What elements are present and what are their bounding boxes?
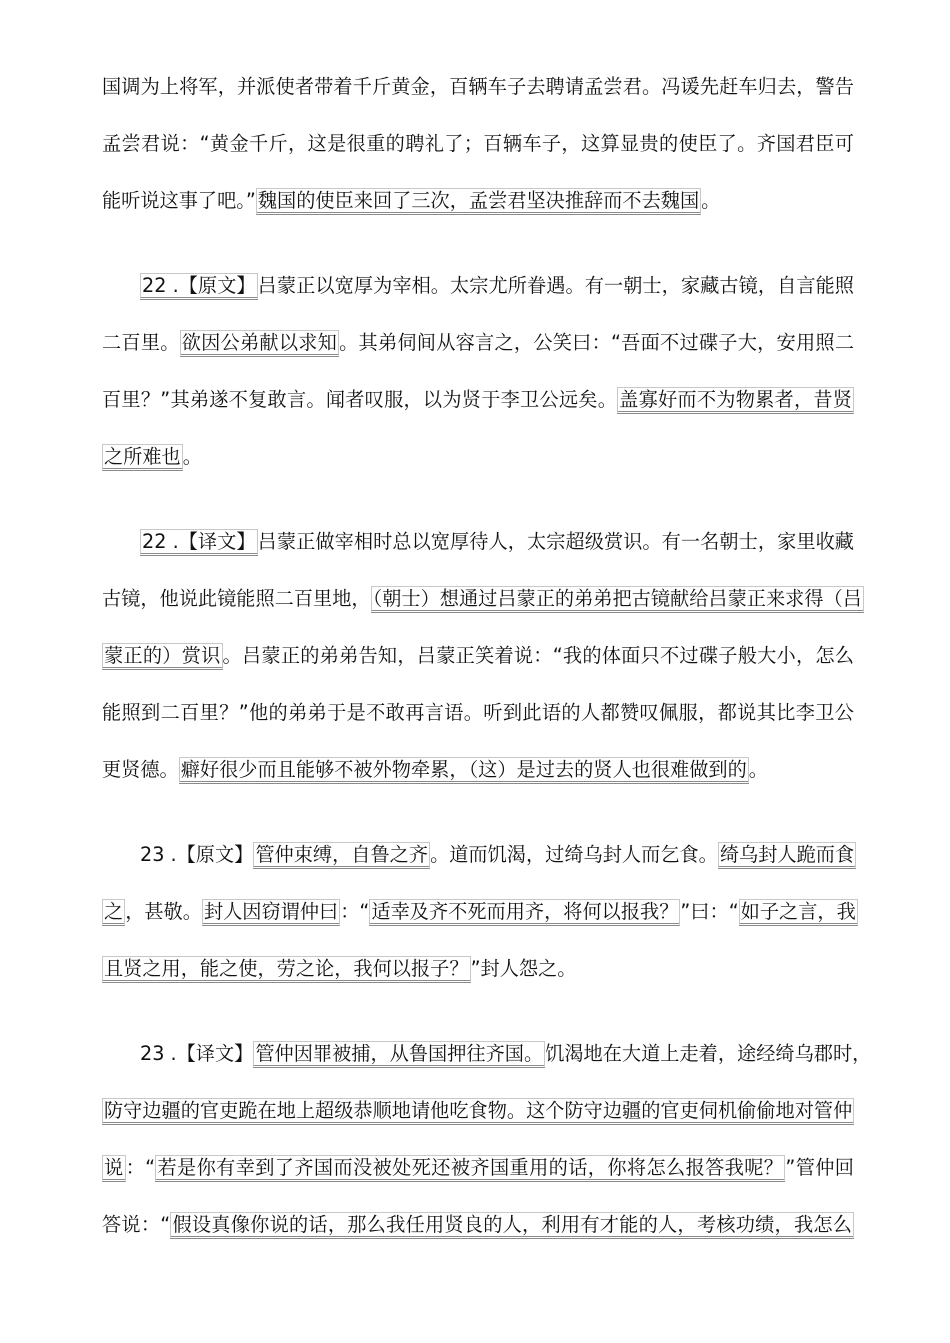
text-line [140, 840, 854, 870]
underlined-phrase: 假设真像你说的话，那么我任用贤良的人，利用有才能的人，考核功绩，我怎么 [170, 1212, 854, 1239]
text-line [102, 442, 854, 472]
text-line [140, 271, 854, 301]
text-run: 百里？”其弟遂不复敢言。闻者叹服，以为贤于李卫公远矣。 [102, 388, 618, 411]
underlined-phrase: 22 .【译文】 [140, 529, 258, 556]
underlined-phrase: 若是你有幸到了齐国而没被处死还被齐国重用的话，你将怎么报答我呢？ [155, 1155, 785, 1182]
underlined-phrase: 癖好很少而且能够不被外物牵累，（这）是过去的贤人也很难做到的 [179, 757, 749, 784]
text-run: 能听说这事了吧。” [102, 189, 256, 212]
underlined-phrase: 魏国的使臣来回了三次，孟尝君坚决推辞而不去魏国 [256, 188, 701, 215]
underlined-phrase: 管仲因罪被捕，从鲁国押往齐国。 [253, 1041, 545, 1068]
underlined-phrase: 如子之言，我 [739, 899, 858, 926]
text-line [102, 129, 854, 159]
underlined-phrase: 适幸及齐不死而用齐，将何以报我？ [369, 899, 680, 926]
text-run: ”曰：“ [680, 900, 739, 923]
underlined-phrase: 盖寡好而不为物累者，昔贤 [617, 387, 854, 414]
text-line [102, 954, 854, 984]
text-run: 。吕蒙正的弟弟告知，吕蒙正笑着说：“我的体面只不过碟子般大小，怎么 [222, 644, 854, 667]
text-run: ：“ [340, 900, 370, 923]
text-line [140, 1039, 872, 1069]
underlined-phrase: 之 [102, 899, 125, 926]
text-run: 饥渴地在大道上走着，途经绮乌郡时， [545, 1042, 872, 1065]
text-run: 吕蒙正做宰相时总以宽厚待人，太宗超级赏识。有一名朝士，家里收藏 [257, 530, 854, 553]
text-line [102, 186, 854, 216]
underlined-phrase: 封人因窃谓仲曰 [202, 899, 340, 926]
text-line [102, 641, 854, 671]
underlined-phrase: 绮乌封人跪而食 [718, 842, 856, 869]
text-line [102, 584, 862, 614]
text-run: 能照到二百里？”他的弟弟于是不敢再言语。听到此语的人都赞叹佩服，都说其比李卫公 [102, 701, 854, 724]
underlined-phrase: 之所难也 [102, 444, 183, 471]
underlined-phrase: 防守边疆的官吏跪在地上超级恭顺地请他吃食物。这个防守边疆的官吏伺机偷偷地对管仲 [102, 1098, 854, 1125]
text-run: 23 .【原文】 [140, 843, 254, 866]
text-run: 国调为上将军，并派使者带着千斤黄金，百辆车子去聘请孟尝君。冯谖先赶车归去，警告 [102, 75, 854, 98]
text-line [102, 897, 854, 927]
text-line [102, 385, 854, 415]
text-line [102, 72, 854, 102]
text-run: 孟尝君说：“黄金千斤，这是很重的聘礼了；百辆车子，这算显贵的使臣了。齐国君臣可 [102, 132, 854, 155]
underlined-phrase: 且贤之用，能之使，劳之论，我何以报子？ [102, 956, 471, 983]
text-run: 。其弟伺间从容言之，公笑曰：“吾面不过碟子大，安用照二 [339, 331, 855, 354]
text-run: 。 [701, 189, 721, 212]
text-line [102, 1153, 854, 1183]
text-line [102, 698, 854, 728]
text-line [102, 755, 854, 785]
text-run: 答说：“ [102, 1213, 171, 1236]
text-run: ”封人怨之。 [470, 957, 577, 980]
text-run: 二百里。 [102, 331, 180, 354]
underlined-phrase: 蒙正的）赏识 [102, 643, 223, 670]
underlined-phrase: 说 [102, 1155, 126, 1182]
text-run: 。 [182, 445, 202, 468]
text-run: 吕蒙正以宽厚为宰相。太宗尤所眷遇。有一朝士，家藏古镜，自言能照 [257, 274, 854, 297]
text-run: 更贤德。 [102, 758, 179, 781]
underlined-phrase: 22 .【原文】 [140, 273, 258, 300]
underlined-phrase: （朝士）想通过吕蒙正的弟弟把古镜献给吕蒙正来求得（吕 [371, 586, 864, 613]
underlined-phrase: 欲因公弟献以求知 [180, 330, 339, 357]
text-run: 古镜，他说此镜能照二百里地， [102, 587, 371, 610]
text-run: ”管仲回 [785, 1156, 854, 1179]
text-run: ：“ [125, 1156, 156, 1179]
text-run: 。 [748, 758, 768, 781]
text-run: ，甚敬。 [125, 900, 202, 923]
text-line [102, 1096, 854, 1126]
text-line [102, 328, 854, 358]
underlined-phrase: 管仲束缚，自鲁之齐 [253, 842, 430, 869]
text-line [140, 527, 854, 557]
text-run: 。道而饥渴，过绮乌封人而乞食。 [430, 843, 718, 866]
text-run: 23 .【译文】 [140, 1042, 254, 1065]
text-line [102, 1210, 854, 1240]
